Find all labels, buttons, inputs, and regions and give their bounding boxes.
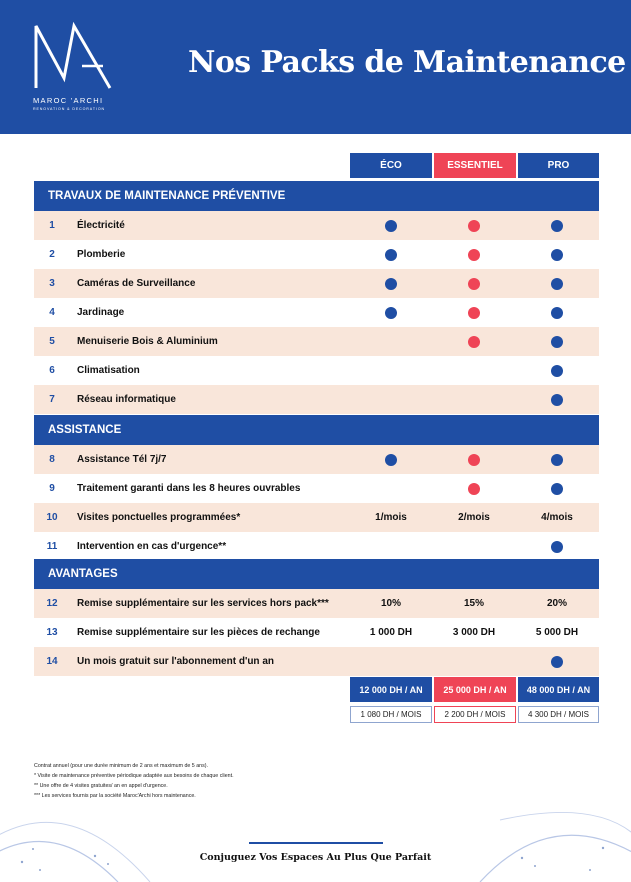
included-dot-icon — [468, 278, 480, 290]
brand-tagline: RENOVATION & DECORATION — [33, 107, 106, 111]
row-number: 11 — [46, 541, 58, 552]
footnote: Contrat annuel (pour une durée minimum de 2 ans et maximum de 5 ans). — [34, 763, 209, 769]
plan-header-eco: ÉCO — [350, 153, 432, 178]
included-dot-icon — [385, 249, 397, 261]
plan-cell — [516, 474, 598, 503]
row-number: 4 — [49, 307, 55, 318]
included-dot-icon — [385, 278, 397, 290]
plan-cell — [516, 240, 598, 269]
plan-cell — [350, 385, 432, 414]
footnote: ** Une offre de 4 visites gratuites/ an en appel d'urgence. — [34, 783, 168, 789]
plan-header-pro: PRO — [518, 153, 599, 178]
brand-logo — [30, 20, 120, 115]
plan-value: 10% — [380, 598, 401, 609]
plan-header-essentiel: ESSENTIEL — [434, 153, 516, 178]
plan-cell — [516, 327, 598, 356]
footnote: *** Les services fournis par la société Maroc'Archi hors maintenance. — [34, 793, 196, 799]
plan-cell — [516, 298, 598, 327]
row-label: Visites ponctuelles programmées* — [77, 512, 241, 523]
annual-price-essentiel: 25 000 DH / AN — [434, 677, 516, 702]
included-dot-icon — [468, 454, 480, 466]
plan-cell — [433, 618, 515, 647]
plan-cell — [350, 298, 432, 327]
footnotes — [34, 761, 234, 801]
plan-cell — [516, 385, 598, 414]
row-number: 6 — [49, 365, 55, 376]
table-row — [34, 211, 599, 240]
table-row — [34, 327, 599, 356]
included-dot-icon — [551, 336, 563, 348]
plan-cell — [516, 445, 598, 474]
plan-cell — [433, 385, 515, 414]
plan-cell — [516, 589, 598, 618]
table-row — [34, 474, 599, 503]
included-dot-icon — [468, 249, 480, 261]
row-number: 9 — [49, 483, 55, 494]
plan-cell — [433, 445, 515, 474]
plan-value: 20% — [546, 598, 567, 609]
plan-cell — [433, 474, 515, 503]
row-label: Menuiserie Bois & Aluminium — [77, 336, 218, 347]
plan-cell — [350, 445, 432, 474]
monthly-price-essentiel: 2 200 DH / MOIS — [434, 706, 516, 723]
plan-cell — [516, 356, 598, 385]
plan-cell — [350, 647, 432, 676]
plan-value: 4/mois — [541, 512, 573, 523]
table-row — [34, 385, 599, 414]
row-number: 3 — [49, 278, 55, 289]
plan-cell — [516, 532, 598, 561]
row-number: 1 — [49, 220, 55, 231]
row-label: Traitement garanti dans les 8 heures ouvrables — [77, 483, 301, 494]
monthly-price-pro: 4 300 DH / MOIS — [518, 706, 599, 723]
row-label: Remise supplémentaire sur les pièces de rechange — [77, 627, 320, 638]
included-dot-icon — [551, 278, 563, 290]
row-label: Assistance Tél 7j/7 — [77, 454, 167, 465]
plan-cell — [433, 269, 515, 298]
plan-cell — [350, 618, 432, 647]
plan-value: 2/mois — [458, 512, 490, 523]
row-label: Réseau informatique — [77, 394, 176, 405]
footer-tagline: Conjuguez Vos Espaces Au Plus Que Parfait — [199, 852, 432, 863]
table-row — [34, 589, 599, 618]
table-row — [34, 356, 599, 385]
table-row — [34, 647, 599, 676]
row-number: 13 — [46, 627, 58, 638]
plan-cell — [350, 240, 432, 269]
plan-cell — [350, 211, 432, 240]
included-dot-icon — [385, 220, 397, 232]
footnote: * Visite de maintenance préventive périodique adaptée aux besoins de chaque client. — [34, 773, 234, 779]
plan-cell — [433, 356, 515, 385]
plan-cell — [433, 532, 515, 561]
plan-value: 1/mois — [375, 512, 407, 523]
annual-price-pro: 48 000 DH / AN — [518, 677, 599, 702]
page-title: Nos Packs de Maintenance — [188, 45, 626, 80]
section-header: TRAVAUX DE MAINTENANCE PRÉVENTIVE — [34, 181, 599, 211]
included-dot-icon — [551, 483, 563, 495]
included-dot-icon — [468, 336, 480, 348]
row-number: 10 — [46, 512, 58, 523]
row-number: 14 — [46, 656, 58, 667]
included-dot-icon — [551, 365, 563, 377]
row-number: 5 — [49, 336, 55, 347]
plan-cell — [433, 240, 515, 269]
plan-cell — [350, 503, 432, 532]
row-label: Jardinage — [77, 307, 125, 318]
table-row — [34, 503, 599, 532]
plan-cell — [433, 327, 515, 356]
plan-cell — [433, 589, 515, 618]
tagline-rule — [249, 842, 383, 844]
included-dot-icon — [385, 307, 397, 319]
included-dot-icon — [468, 220, 480, 232]
plan-value: 5 000 DH — [535, 627, 579, 638]
included-dot-icon — [385, 454, 397, 466]
table-row — [34, 269, 599, 298]
section-header: ASSISTANCE — [34, 415, 599, 445]
included-dot-icon — [468, 483, 480, 495]
included-dot-icon — [551, 307, 563, 319]
included-dot-icon — [551, 656, 563, 668]
table-row — [34, 618, 599, 647]
plan-cell — [433, 298, 515, 327]
included-dot-icon — [468, 307, 480, 319]
included-dot-icon — [551, 454, 563, 466]
section-header: AVANTAGES — [34, 559, 599, 589]
brand-name: MAROC 'ARCHI — [33, 96, 104, 105]
included-dot-icon — [551, 394, 563, 406]
annual-price-eco: 12 000 DH / AN — [350, 677, 432, 702]
plan-value: 3 000 DH — [452, 627, 496, 638]
row-number: 8 — [49, 454, 55, 465]
decorative-arcs — [0, 800, 631, 882]
table-row — [34, 445, 599, 474]
row-label: Remise supplémentaire sur les services hors pack*** — [77, 598, 329, 609]
row-label: Un mois gratuit sur l'abonnement d'un an — [77, 656, 274, 667]
plan-cell — [350, 269, 432, 298]
row-label: Climatisation — [77, 365, 140, 376]
table-row — [34, 532, 599, 561]
plan-cell — [433, 211, 515, 240]
row-label: Électricité — [77, 220, 125, 231]
plan-cell — [350, 532, 432, 561]
plan-value: 1 000 DH — [369, 627, 413, 638]
row-label: Intervention en cas d'urgence** — [77, 541, 227, 552]
plan-cell — [516, 647, 598, 676]
included-dot-icon — [551, 220, 563, 232]
monthly-price-eco: 1 080 DH / MOIS — [350, 706, 432, 723]
plan-cell — [516, 618, 598, 647]
ma-logo-icon — [30, 20, 114, 92]
row-number: 7 — [49, 394, 55, 405]
plan-value: 15% — [463, 598, 484, 609]
included-dot-icon — [551, 541, 563, 553]
plan-cell — [433, 503, 515, 532]
table-row — [34, 298, 599, 327]
plan-cell — [516, 503, 598, 532]
plan-cell — [516, 211, 598, 240]
table-row — [34, 240, 599, 269]
header-banner — [0, 0, 631, 134]
plan-cell — [350, 327, 432, 356]
plan-cell — [516, 269, 598, 298]
row-number: 12 — [46, 598, 58, 609]
row-label: Caméras de Surveillance — [77, 278, 196, 289]
plan-cell — [350, 474, 432, 503]
plan-cell — [350, 356, 432, 385]
row-label: Plomberie — [77, 249, 126, 260]
plan-cell — [350, 589, 432, 618]
included-dot-icon — [551, 249, 563, 261]
plan-cell — [433, 647, 515, 676]
row-number: 2 — [49, 249, 55, 260]
